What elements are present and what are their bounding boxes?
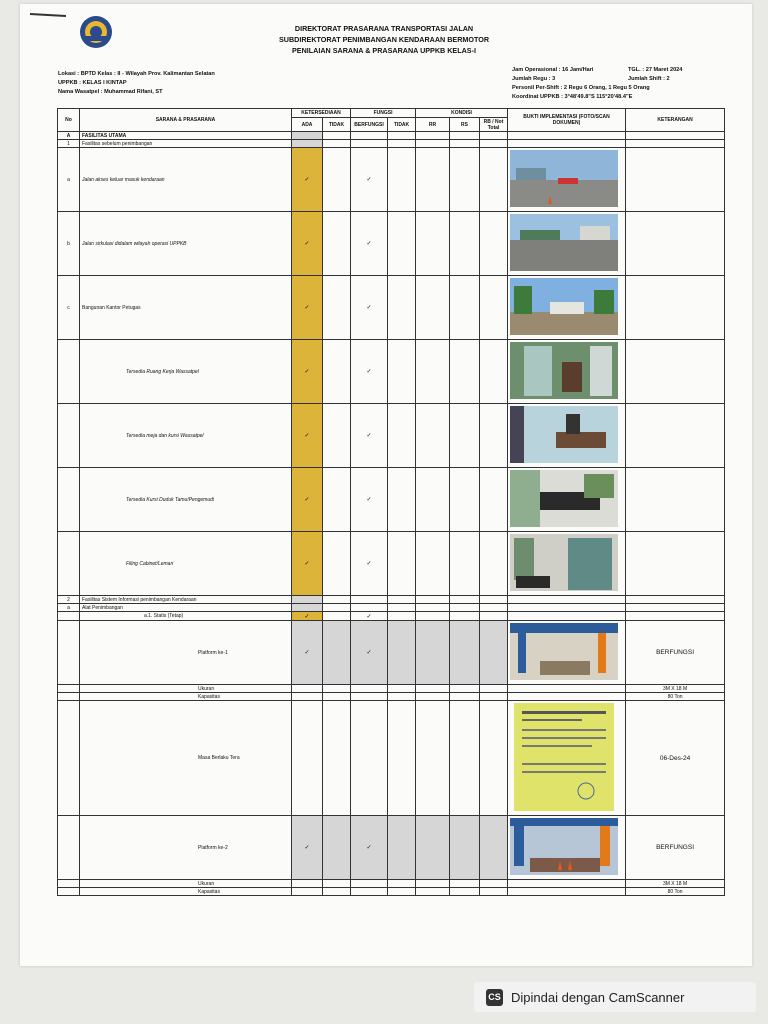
cell-no <box>58 880 80 888</box>
cell-ada <box>292 621 323 685</box>
cell-tidak-fungsi <box>388 140 416 148</box>
cell-tidak <box>323 596 351 604</box>
evidence-photo <box>510 342 618 399</box>
cell-rb <box>480 604 508 612</box>
cell-rr <box>416 693 450 701</box>
evidence-photo <box>510 470 618 527</box>
cell-sarana: Jalan sirkulasi didalam wilayah operasi UPPKB <box>80 212 292 276</box>
cell-rb <box>480 212 508 276</box>
cell-no: b <box>58 212 80 276</box>
cell-bukti <box>508 888 626 896</box>
cell-sarana: Ukuran <box>80 685 292 693</box>
cell-tidak-fungsi <box>388 888 416 896</box>
cell-bukti <box>508 604 626 612</box>
cell-bukti <box>508 880 626 888</box>
col-rs: RS <box>450 118 480 132</box>
cell-rb <box>480 148 508 212</box>
cell-rs <box>450 340 480 404</box>
cell-no <box>58 685 80 693</box>
cell-ada <box>292 340 323 404</box>
cell-tidak <box>323 612 351 621</box>
cell-rb <box>480 340 508 404</box>
cell-bukti <box>508 468 626 532</box>
cell-berfungsi <box>351 132 388 140</box>
col-berfungsi: BERFUNGSI <box>351 118 388 132</box>
cell-rb <box>480 404 508 468</box>
cell-rr <box>416 816 450 880</box>
cell-keterangan <box>626 596 725 604</box>
col-tidak-fungsi: TIDAK <box>388 118 416 132</box>
cell-no: 1 <box>58 140 80 148</box>
cell-rs <box>450 880 480 888</box>
cell-rb <box>480 132 508 140</box>
cell-tidak-fungsi <box>388 701 416 816</box>
cell-bukti <box>508 140 626 148</box>
header-line-3: PENILAIAN SARANA & PRASARANA UPPKB KELAS-I <box>292 46 476 55</box>
cell-rs <box>450 888 480 896</box>
cell-sarana: a.1. Statis (Tetap) <box>80 612 292 621</box>
cell-no <box>58 888 80 896</box>
check-icon: ✓ <box>366 497 372 503</box>
col-keterangan: KETERANGAN <box>626 109 725 132</box>
check-icon: ✓ <box>366 241 372 247</box>
cell-bukti <box>508 685 626 693</box>
col-ada: ADA <box>292 118 323 132</box>
cell-sarana: Platform ke-2 <box>80 816 292 880</box>
evidence-photo <box>510 703 618 811</box>
check-icon: ✓ <box>304 845 310 851</box>
cell-rr <box>416 880 450 888</box>
table-row <box>58 880 725 888</box>
cell-no <box>58 340 80 404</box>
cell-ada <box>292 816 323 880</box>
check-icon: ✓ <box>304 177 310 183</box>
cell-berfungsi <box>351 612 388 621</box>
info-tgl: TGL. : 27 Maret 2024 <box>628 67 683 73</box>
cell-rb <box>480 685 508 693</box>
cell-rb <box>480 276 508 340</box>
table-row <box>58 621 725 685</box>
check-icon: ✓ <box>366 561 372 567</box>
cell-tidak-fungsi <box>388 212 416 276</box>
cell-keterangan <box>626 212 725 276</box>
cell-tidak-fungsi <box>388 340 416 404</box>
check-icon: ✓ <box>304 369 310 375</box>
cell-tidak <box>323 276 351 340</box>
cell-rs <box>450 132 480 140</box>
cell-keterangan <box>626 340 725 404</box>
cell-sarana: Kapasitas <box>80 693 292 701</box>
cell-tidak-fungsi <box>388 596 416 604</box>
cell-bukti <box>508 276 626 340</box>
cell-sarana: Kapasitas <box>80 888 292 896</box>
cell-rs <box>450 612 480 621</box>
cell-rr <box>416 212 450 276</box>
table-row <box>58 693 725 701</box>
cell-sarana: FASILITAS UTAMA <box>80 132 292 140</box>
cell-bukti <box>508 693 626 701</box>
cell-rr <box>416 468 450 532</box>
info-wassatpel: Nama Wasatpel : Muhammad Rifani, ST <box>58 89 163 95</box>
cell-sarana: Fasilitas sebelum penimbangan <box>80 140 292 148</box>
evidence-photo <box>510 214 618 271</box>
cell-tidak <box>323 140 351 148</box>
cell-rs <box>450 685 480 693</box>
cell-berfungsi <box>351 212 388 276</box>
table-row <box>58 612 725 621</box>
table-row <box>58 888 725 896</box>
check-icon: ✓ <box>304 650 310 656</box>
table-row <box>58 685 725 693</box>
evidence-photo <box>510 818 618 875</box>
check-icon: ✓ <box>304 433 310 439</box>
camscanner-text: Dipindai dengan CamScanner <box>511 989 685 1005</box>
cell-rr <box>416 701 450 816</box>
col-rr: RR <box>416 118 450 132</box>
cell-berfungsi <box>351 404 388 468</box>
cell-tidak <box>323 148 351 212</box>
cell-ada <box>292 212 323 276</box>
cell-berfungsi <box>351 888 388 896</box>
cell-ada <box>292 596 323 604</box>
col-no: No <box>58 109 80 132</box>
cell-ada <box>292 701 323 816</box>
cell-bukti <box>508 132 626 140</box>
cell-tidak <box>323 816 351 880</box>
cell-keterangan: BERFUNGSI <box>626 621 725 685</box>
col-rb: RB / Not Total <box>480 118 508 132</box>
info-personil: Personil Per-Shift : 2 Regu 6 Orang, 1 Regu 5 Orang <box>512 85 650 91</box>
cell-berfungsi <box>351 140 388 148</box>
cell-berfungsi <box>351 604 388 612</box>
cell-rr <box>416 604 450 612</box>
cell-bukti <box>508 621 626 685</box>
cell-tidak <box>323 404 351 468</box>
cell-keterangan <box>626 404 725 468</box>
col-sarana: SARANA & PRASARANA <box>80 109 292 132</box>
cell-rr <box>416 340 450 404</box>
cell-sarana: Tersedia Ruang Kerja Wassatpel <box>80 340 292 404</box>
cell-bukti <box>508 148 626 212</box>
cell-rb <box>480 816 508 880</box>
cell-no <box>58 621 80 685</box>
cell-rr <box>416 596 450 604</box>
cell-tidak-fungsi <box>388 612 416 621</box>
cell-rs <box>450 604 480 612</box>
cell-berfungsi <box>351 816 388 880</box>
cell-rs <box>450 596 480 604</box>
table-row <box>58 148 725 212</box>
cell-rs <box>450 701 480 816</box>
check-icon: ✓ <box>366 177 372 183</box>
camscanner-badge <box>474 982 756 1012</box>
cell-bukti <box>508 816 626 880</box>
cell-rb <box>480 693 508 701</box>
cell-keterangan: BERFUNGSI <box>626 816 725 880</box>
table-row <box>58 140 725 148</box>
cell-no <box>58 612 80 621</box>
cell-tidak <box>323 888 351 896</box>
cell-rs <box>450 212 480 276</box>
cell-sarana: Filing Cabinet/Lemari <box>80 532 292 596</box>
info-far-right <box>628 66 682 84</box>
cell-ada <box>292 685 323 693</box>
cell-rb <box>480 701 508 816</box>
check-icon: ✓ <box>366 845 372 851</box>
cell-rr <box>416 140 450 148</box>
cell-tidak <box>323 468 351 532</box>
cell-rs <box>450 621 480 685</box>
cell-no: A <box>58 132 80 140</box>
cell-berfungsi <box>351 621 388 685</box>
cell-rr <box>416 404 450 468</box>
cell-no <box>58 701 80 816</box>
evidence-photo <box>510 534 618 591</box>
col-bukti: BUKTI IMPLEMENTASI (FOTO/SCAN DOKUMEN) <box>508 109 626 132</box>
cell-no <box>58 816 80 880</box>
cell-rb <box>480 621 508 685</box>
cell-tidak <box>323 532 351 596</box>
cell-rs <box>450 468 480 532</box>
col-ketersediaan: KETERSEDIAAN <box>292 109 351 118</box>
cell-bukti <box>508 404 626 468</box>
cell-rs <box>450 816 480 880</box>
table-row <box>58 532 725 596</box>
cell-keterangan <box>626 604 725 612</box>
cell-tidak <box>323 693 351 701</box>
table-row <box>58 276 725 340</box>
cell-keterangan <box>626 148 725 212</box>
cell-bukti <box>508 340 626 404</box>
cell-ada <box>292 276 323 340</box>
cell-rs <box>450 532 480 596</box>
cell-bukti <box>508 596 626 604</box>
cell-rb <box>480 880 508 888</box>
cell-berfungsi <box>351 532 388 596</box>
cell-ada <box>292 148 323 212</box>
cell-tidak-fungsi <box>388 693 416 701</box>
cell-tidak-fungsi <box>388 621 416 685</box>
cell-no: a <box>58 604 80 612</box>
table-row <box>58 404 725 468</box>
table-row <box>58 468 725 532</box>
cell-tidak <box>323 340 351 404</box>
cell-rs <box>450 693 480 701</box>
cell-no <box>58 468 80 532</box>
cell-tidak-fungsi <box>388 132 416 140</box>
cell-ada <box>292 404 323 468</box>
cell-ada <box>292 468 323 532</box>
cell-keterangan <box>626 612 725 621</box>
cell-sarana: Bangunan Kantor Petugas <box>80 276 292 340</box>
cell-rb <box>480 888 508 896</box>
table-row <box>58 340 725 404</box>
cell-ada <box>292 888 323 896</box>
cell-berfungsi <box>351 468 388 532</box>
table-row <box>58 596 725 604</box>
cell-berfungsi <box>351 701 388 816</box>
cell-ada <box>292 612 323 621</box>
cell-rs <box>450 404 480 468</box>
cell-rr <box>416 621 450 685</box>
col-kondisi: KONDISI <box>416 109 508 118</box>
cell-ada <box>292 140 323 148</box>
cell-rb <box>480 140 508 148</box>
cell-rr <box>416 276 450 340</box>
check-icon: ✓ <box>304 497 310 503</box>
cell-rb <box>480 596 508 604</box>
cell-tidak-fungsi <box>388 880 416 888</box>
table-row <box>58 701 725 816</box>
info-left <box>58 70 215 97</box>
cell-berfungsi <box>351 340 388 404</box>
cell-rr <box>416 612 450 621</box>
info-lokasi: Lokasi : BPTD Kelas : II - Wilayah Prov. Kalimantan Selatan <box>58 71 215 77</box>
cell-berfungsi <box>351 693 388 701</box>
table-row <box>58 816 725 880</box>
info-koordinat: Koordinat UPPKB : 3°48'49.8"S 115°20'48.4"E <box>512 94 633 100</box>
check-icon: ✓ <box>366 613 372 620</box>
cell-rr <box>416 888 450 896</box>
cell-keterangan: 80 Ton <box>626 693 725 701</box>
cell-no <box>58 404 80 468</box>
cell-sarana: Tersedia Kursi Duduk Tamu/Pengemudi <box>80 468 292 532</box>
cell-tidak-fungsi <box>388 276 416 340</box>
table-row <box>58 212 725 276</box>
cell-bukti <box>508 212 626 276</box>
cell-rr <box>416 685 450 693</box>
info-shift: Jumlah Shift : 2 <box>628 76 670 82</box>
cell-rr <box>416 132 450 140</box>
cell-no: a <box>58 148 80 212</box>
cell-bukti <box>508 612 626 621</box>
cell-tidak-fungsi <box>388 604 416 612</box>
cell-berfungsi <box>351 880 388 888</box>
cell-ada <box>292 880 323 888</box>
evidence-photo <box>510 623 618 680</box>
assessment-table <box>57 108 725 896</box>
cell-tidak <box>323 880 351 888</box>
cell-tidak-fungsi <box>388 532 416 596</box>
cell-rb <box>480 532 508 596</box>
cell-no: 2 <box>58 596 80 604</box>
table-row <box>58 132 725 140</box>
col-fungsi: FUNGSI <box>351 109 416 118</box>
cell-keterangan <box>626 276 725 340</box>
cell-rb <box>480 612 508 621</box>
cell-sarana: Masa Berlaku Tera <box>80 701 292 816</box>
cell-tidak <box>323 701 351 816</box>
evidence-photo <box>510 150 618 207</box>
check-icon: ✓ <box>366 433 372 439</box>
cell-rs <box>450 148 480 212</box>
cell-bukti <box>508 701 626 816</box>
cell-tidak <box>323 604 351 612</box>
cell-tidak-fungsi <box>388 404 416 468</box>
cell-ada <box>292 693 323 701</box>
cell-ada <box>292 604 323 612</box>
cell-keterangan: 06-Des-24 <box>626 701 725 816</box>
cell-keterangan <box>626 132 725 140</box>
cell-ada <box>292 532 323 596</box>
cell-tidak <box>323 685 351 693</box>
cell-no <box>58 693 80 701</box>
table-row <box>58 604 725 612</box>
cell-sarana: Tersedia meja dan kursi Wassatpel <box>80 404 292 468</box>
cell-no: c <box>58 276 80 340</box>
cell-rr <box>416 532 450 596</box>
cell-tidak <box>323 212 351 276</box>
check-icon: ✓ <box>366 650 372 656</box>
header-line-1: DIREKTORAT PRASARANA TRANSPORTASI JALAN <box>294 24 474 33</box>
cell-keterangan: 3M X 18 M <box>626 880 725 888</box>
cell-rb <box>480 468 508 532</box>
cell-sarana: Alat Penimbangan <box>80 604 292 612</box>
cell-berfungsi <box>351 148 388 212</box>
cell-keterangan: 80 Ton <box>626 888 725 896</box>
check-icon: ✓ <box>304 561 310 567</box>
cell-tidak-fungsi <box>388 468 416 532</box>
col-tidak: TIDAK <box>323 118 351 132</box>
cell-sarana: Ukuran <box>80 880 292 888</box>
cell-keterangan <box>626 468 725 532</box>
check-icon: ✓ <box>304 305 310 311</box>
cell-tidak-fungsi <box>388 816 416 880</box>
info-regu: Jumlah Regu : 3 <box>512 76 556 82</box>
cell-tidak-fungsi <box>388 148 416 212</box>
cell-bukti <box>508 532 626 596</box>
cell-berfungsi <box>351 276 388 340</box>
cell-keterangan <box>626 532 725 596</box>
cell-sarana: Jalan akses keluar masuk kendaraan <box>80 148 292 212</box>
info-jam: Jam Operasional : 16 Jam/Hari <box>512 67 594 73</box>
header-line-2: SUBDIREKTORAT PENIMBANGAN KENDARAAN BERMOTOR <box>278 35 490 44</box>
check-icon: ✓ <box>304 241 310 247</box>
check-icon: ✓ <box>366 369 372 375</box>
info-uppkb: UPPKB : KELAS I KINTAP <box>58 80 127 86</box>
cell-tidak <box>323 132 351 140</box>
cell-tidak-fungsi <box>388 685 416 693</box>
cell-tidak <box>323 621 351 685</box>
cell-no <box>58 532 80 596</box>
check-icon: ✓ <box>366 305 372 311</box>
check-icon: ✓ <box>304 613 310 620</box>
cell-ada <box>292 132 323 140</box>
cell-sarana: Platform ke-1 <box>80 621 292 685</box>
cell-keterangan <box>626 140 725 148</box>
cell-berfungsi <box>351 685 388 693</box>
cell-keterangan: 3M X 18 M <box>626 685 725 693</box>
cell-rr <box>416 148 450 212</box>
cell-sarana: Fasilitas Sistem Informasi penimbangan Kendaraan <box>80 596 292 604</box>
cell-rs <box>450 140 480 148</box>
camscanner-icon: CS <box>486 989 503 1006</box>
evidence-photo <box>510 278 618 335</box>
cell-berfungsi <box>351 596 388 604</box>
evidence-photo <box>510 406 618 463</box>
cell-rs <box>450 276 480 340</box>
